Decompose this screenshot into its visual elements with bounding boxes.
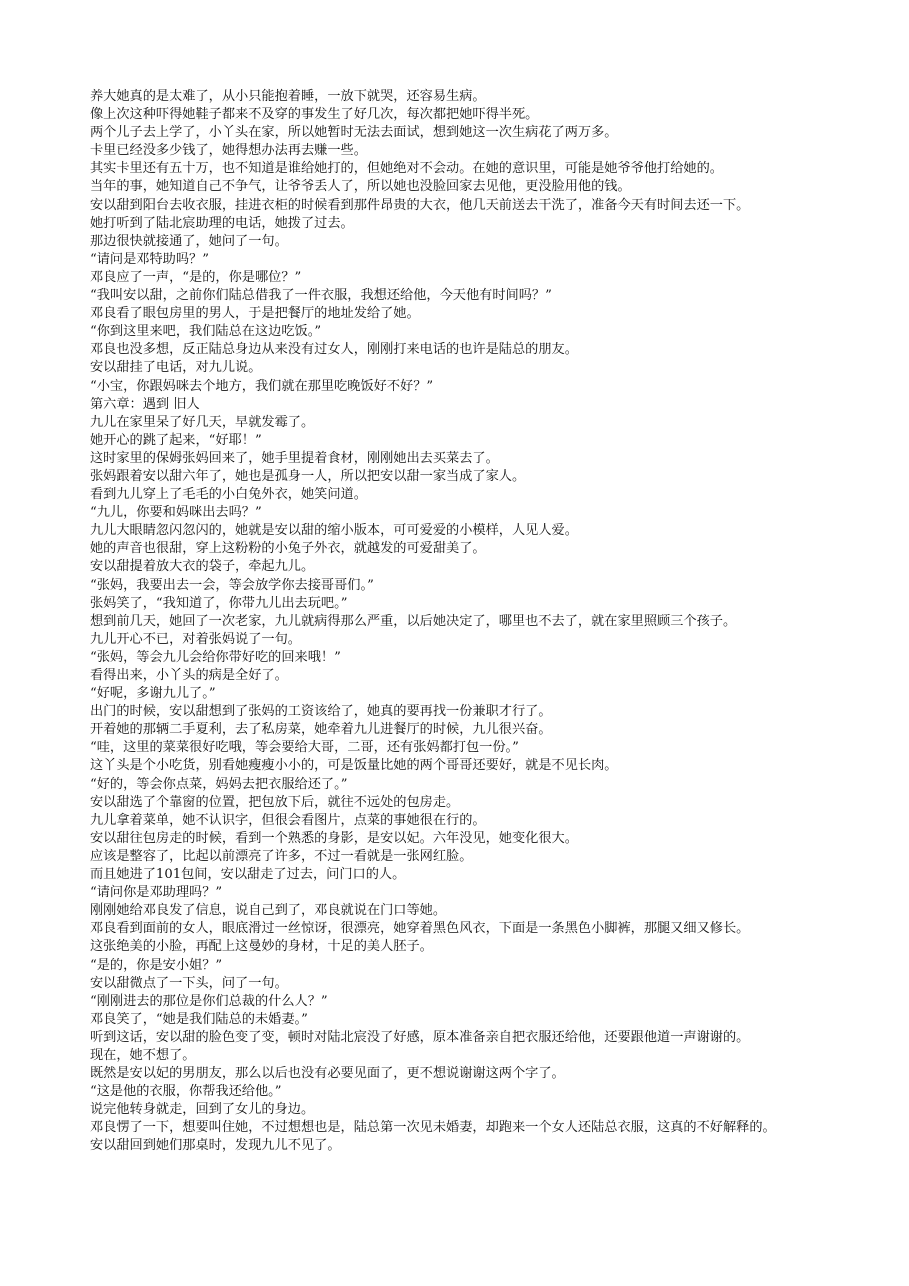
paragraph: 张妈跟着安以甜六年了，她也是孤身一人，所以把安以甜一家当成了家人。: [90, 468, 526, 484]
paragraph: 应该是整容了，比起以前漂亮了许多，不过一看就是一张网红脸。: [90, 848, 473, 864]
paragraph: 九儿开心不已，对着张妈说了一句。: [90, 631, 301, 647]
paragraph: 想到前几天，她回了一次老家，九儿就病得那么严重，以后她决定了，哪里也不去了，就在家里照顾三个孩子。: [90, 613, 737, 629]
paragraph: 邓良看了眼包房里的男人，于是把餐厅的地址发给了她。: [90, 306, 420, 322]
paragraph: 她开心的跳了起来，“好耶！”: [90, 432, 262, 448]
paragraph: 既然是安以妃的男朋友，那么以后也没有必要见面了，更不想说谢谢这两个字了。: [90, 1066, 565, 1082]
document-body: [90, 88, 826, 1156]
paragraph: 邓良看到面前的女人，眼底滑过一丝惊讶，很漂亮，她穿着黑色风衣，下面是一条黑色小脚裤，那腿又细又修长。: [90, 921, 750, 937]
paragraph: “张妈，我要出去一会，等会放学你去接哥哥们。”: [90, 577, 374, 593]
paragraph: 两个儿子去上学了，小丫头在家，所以她暂时无法去面试，想到她这一次生病花了两万多。: [90, 125, 618, 141]
paragraph: “小宝，你跟妈咪去个地方，我们就在那里吃晚饭好不好？”: [90, 378, 434, 394]
paragraph: 而且她进了101包间，安以甜走了过去，问门口的人。: [90, 867, 406, 883]
paragraph: “好呢，多谢九儿了。”: [90, 686, 216, 702]
paragraph: 那边很快就接通了，她问了一句。: [90, 233, 288, 249]
paragraph: 出门的时候，安以甜想到了张妈的工资该给了，她真的要再找一份兼职才行了。: [90, 704, 552, 720]
paragraph: 说完他转身就走，回到了女儿的身边。: [90, 1102, 315, 1118]
paragraph: 其实卡里还有五十万，也不知道是谁给她打的，但她绝对不会动。在她的意识里，可能是她爷爷他打给她的。: [90, 161, 723, 177]
paragraph: 像上次这种吓得她鞋子都来不及穿的事发生了好几次，每次都把她吓得半死。: [90, 107, 539, 123]
paragraph: 安以甜提着放大衣的袋子，牵起九儿。: [90, 559, 315, 575]
paragraph: 安以甜往包房走的时候，看到一个熟悉的身影，是安以妃。六年没见，她变化很大。: [90, 830, 578, 846]
paragraph: “好的，等会你点菜，妈妈去把衣服给还了。”: [90, 776, 348, 792]
paragraph: 养大她真的是太难了，从小只能抱着睡，一放下就哭，还容易生病。: [90, 89, 486, 104]
paragraph: 邓良应了一声，“是的，你是哪位？”: [90, 269, 302, 285]
paragraph: 听到这话，安以甜的脸色变了变，顿时对陆北宸没了好感，原本准备亲自把衣服还给他，还要跟他道一声谢谢的。: [90, 1029, 750, 1045]
paragraph: 这丫头是个小吃货，别看她瘦瘦小小的，可是饭量比她的两个哥哥还要好，就是不见长肉。: [90, 758, 618, 774]
paragraph: 邓良也没多想，反正陆总身边从来没有过女人，刚刚打来电话的也许是陆总的朋友。: [90, 342, 578, 358]
paragraph: 刚刚她给邓良发了信息，说自己到了，邓良就说在门口等她。: [90, 903, 447, 919]
paragraph: 第六章：遇到 旧人: [90, 396, 200, 412]
paragraph: 九儿在家里呆了好几天，早就发霉了。: [90, 414, 315, 430]
paragraph: “哇，这里的菜菜很好吃哦，等会要给大哥，二哥，还有张妈都打包一份。”: [90, 740, 519, 756]
paragraph: 安以甜到阳台去收衣服，挂进衣柜的时候看到那件昂贵的大衣，他几天前送去干洗了，准备今天有时间去还一下。: [90, 197, 750, 213]
paragraph: 邓良愣了一下，想要叫住她，不过想想也是，陆总第一次见未婚妻，却跑来一个女人还陆总衣服，这真的不好解释的。: [90, 1120, 776, 1136]
paragraph: 看得出来，小丫头的病是全好了。: [90, 668, 288, 683]
paragraph: 她打听到了陆北宸助理的电话，她拨了过去。: [90, 215, 354, 231]
paragraph: “张妈，等会九儿会给你带好吃的回来哦！”: [90, 649, 341, 665]
paragraph: “是的，你是安小姐？”: [90, 957, 223, 973]
paragraph: “刚刚进去的那位是你们总裁的什么人？”: [90, 993, 328, 1009]
paragraph: “你到这里来吧，我们陆总在这边吃饭。”: [90, 324, 322, 340]
paragraph: 这时家里的保姆张妈回来了，她手里提着食材，刚刚她出去买菜去了。: [90, 450, 499, 466]
paragraph: 她的声音也很甜，穿上这粉粉的小兔子外衣，就越发的可爱甜美了。: [90, 541, 486, 557]
paragraph: 安以甜回到她们那桌时，发现九儿不见了。: [90, 1138, 341, 1154]
paragraph: 安以甜挂了电话，对九儿说。: [90, 360, 262, 376]
paragraph: 看到九儿穿上了毛毛的小白兔外衣，她笑问道。: [90, 487, 367, 503]
paragraph: 现在，她不想了。: [90, 1047, 196, 1063]
paragraph: 当年的事，她知道自己不争气，让爷爷丢人了，所以她也没脸回家去见他，更没脸用他的钱。: [90, 179, 631, 195]
paragraph: 这张绝美的小脸，再配上这曼妙的身材，十足的美人胚子。: [90, 939, 433, 955]
paragraph: 安以甜选了个靠窗的位置，把包放下后，就往不远处的包房走。: [90, 794, 460, 810]
paragraph: 开着她的那辆二手夏利，去了私房菜，她牵着九儿进餐厅的时候，九儿很兴奋。: [90, 722, 552, 738]
paragraph: 九儿大眼睛忽闪忽闪的，她就是安以甜的缩小版本，可可爱爱的小模样，人见人爱。: [90, 523, 578, 539]
paragraph: “这是他的衣服，你帮我还给他。”: [90, 1084, 282, 1100]
paragraph: 张妈笑了，“我知道了，你带九儿出去玩吧。”: [90, 595, 348, 611]
paragraph: “请问你是邓助理吗？”: [90, 885, 223, 901]
paragraph: “我叫安以甜，之前你们陆总借我了一件衣服，我想还给他，今天他有时间吗？”: [90, 288, 552, 304]
paragraph: “请问是邓特助吗？”: [90, 251, 209, 267]
paragraph: “九儿，你要和妈咪出去吗？”: [90, 505, 262, 521]
paragraph: 卡里已经没多少钱了，她得想办法再去赚一些。: [90, 143, 367, 159]
paragraph: 安以甜微点了一下头，问了一句。: [90, 975, 288, 991]
paragraph: 邓良笑了，“她是我们陆总的未婚妻。”: [90, 1011, 308, 1027]
document-page: [90, 88, 826, 1156]
paragraph: 九儿拿着菜单，她不认识字，但很会看图片，点菜的事她很在行的。: [90, 812, 486, 828]
